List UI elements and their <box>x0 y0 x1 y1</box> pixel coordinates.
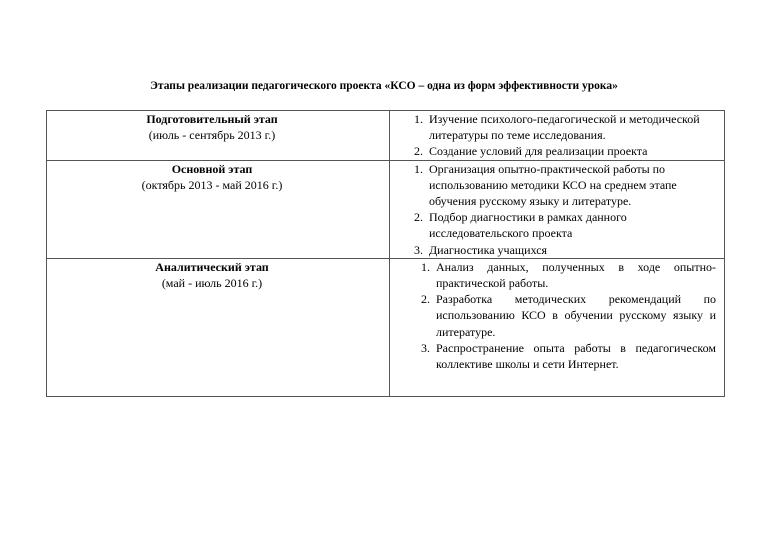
list-item: 2. Разработка методических рекомендаций по использованию КСО в обучении русскому языку и литературе. <box>433 291 716 340</box>
stage-name: Подготовительный этап <box>146 112 278 126</box>
tasks-cell-preparatory <box>390 111 725 161</box>
tasks-cell-main <box>390 160 725 258</box>
table-row-analytical <box>47 258 725 396</box>
list-item: 1. Организация опытно-практической работы по использованию методики КСО на среднем этапе обучения русскому языку и литературе. <box>426 161 716 210</box>
stage-name: Аналитический этап <box>155 259 269 274</box>
stage-heading <box>87 111 337 143</box>
tasks-cell-analytical <box>390 258 725 396</box>
task-list <box>390 161 724 258</box>
task-list <box>390 259 724 372</box>
stage-cell-main <box>47 160 390 258</box>
stage-period: (июль - сентябрь 2013 г.) <box>148 128 276 143</box>
table-row-preparatory <box>47 111 725 161</box>
document-title: Этапы реализации педагогического проекта «КСО – одна из форм эффективности урока» <box>150 80 618 92</box>
stage-heading <box>87 161 337 193</box>
stage-heading <box>87 259 337 291</box>
stage-period: (октябрь 2013 - май 2016 г.) <box>141 177 283 192</box>
list-item: 2. Подбор диагностики в рамках данного исследовательского проекта <box>426 209 716 241</box>
list-item: 1. Анализ данных, полученных в ходе опытно-практической работы. <box>433 259 716 291</box>
list-item: 2. Создание условий для реализации проекта <box>426 143 716 159</box>
stage-name: Основной этап <box>171 161 253 176</box>
list-item: 1. Изучение психолого-педагогической и методической литературы по теме исследования. <box>426 111 716 143</box>
table-row-main <box>47 160 725 258</box>
stages-table <box>46 110 725 397</box>
list-item: 3. Диагностика учащихся <box>426 242 716 258</box>
stage-cell-analytical <box>47 258 390 396</box>
task-list <box>390 111 724 160</box>
list-item: 3. Распространение опыта работы в педагогическом коллективе школы и сети Интернет. <box>433 340 716 372</box>
stage-period: (май - июль 2016 г.) <box>161 276 263 291</box>
stage-cell-preparatory <box>47 111 390 161</box>
